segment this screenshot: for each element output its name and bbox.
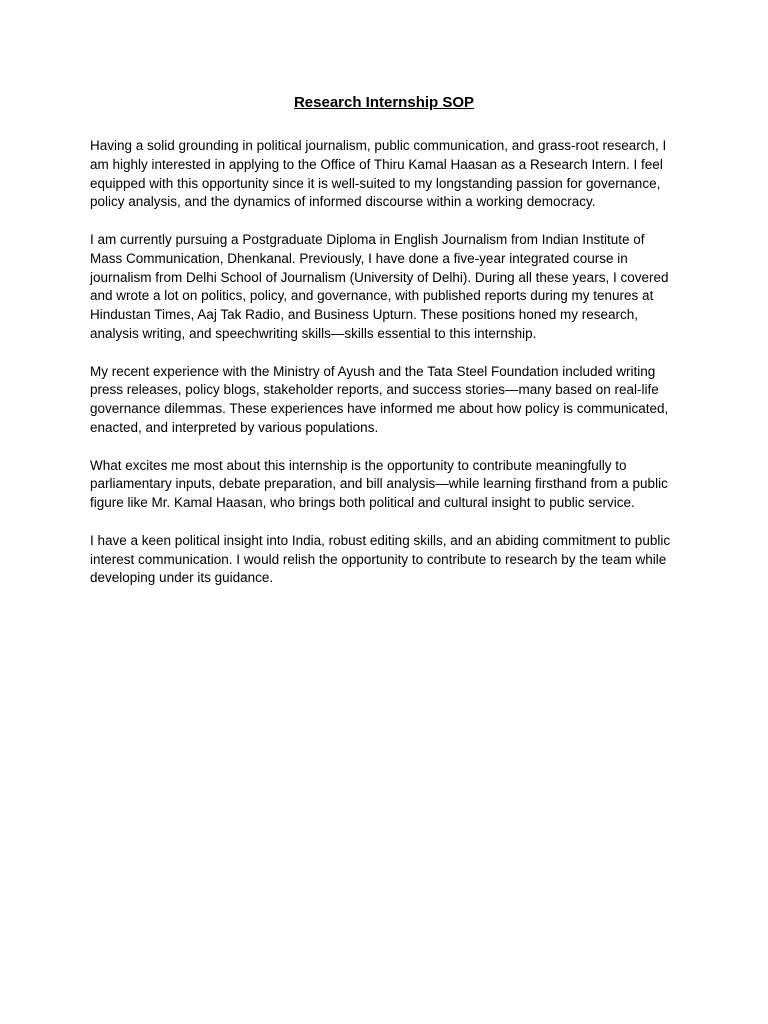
paragraph-1: Having a solid grounding in political journalism, public communication, and grass-root research, I am highly interested in applying to the Office of Thiru Kamal Haasan as a Research Intern. I feel equipped with this opportunity since it is well-suited to my longstanding passion for governance, policy analysis, and the dynamics of informed discourse within a working democracy. [90, 138, 667, 210]
document-title: Research Internship SOP [293, 94, 475, 111]
document-body [90, 137, 680, 607]
paragraph-5: I have a keen political insight into India, robust editing skills, and an abiding commitment to public interest communication. I would relish the opportunity to contribute to research by the team while developing under its guidance. [90, 532, 671, 586]
paragraph-3: My recent experience with the Ministry of Ayush and the Tata Steel Foundation included writing press releases, policy blogs, stakeholder reports, and success stories—many based on real-life governance dilemmas. These experiences have informed me about how policy is communicated, enacted, and interpreted by various populations. [90, 363, 669, 435]
paragraph-2: I am currently pursuing a Postgraduate Diploma in English Journalism from Indian Institute of Mass Communication, Dhenkanal. Previously, I have done a five-year integrated course in journalism from Delhi School of Journalism (University of Delhi). During all these years, I covered and wrote a lot on politics, policy, and governance, with published reports during my tenures at Hindustan Times, Aaj Tak Radio, and Business Upturn. These positions honed my research, analysis writing, and speechwriting skills—skills essential to this internship. [90, 231, 669, 341]
paragraph-4: What excites me most about this internship is the opportunity to contribute meaningfully to parliamentary inputs, debate preparation, and bill analysis—while learning firsthand from a public figure like Mr. Kamal Haasan, who brings both political and cultural insight to public service. [90, 457, 668, 511]
